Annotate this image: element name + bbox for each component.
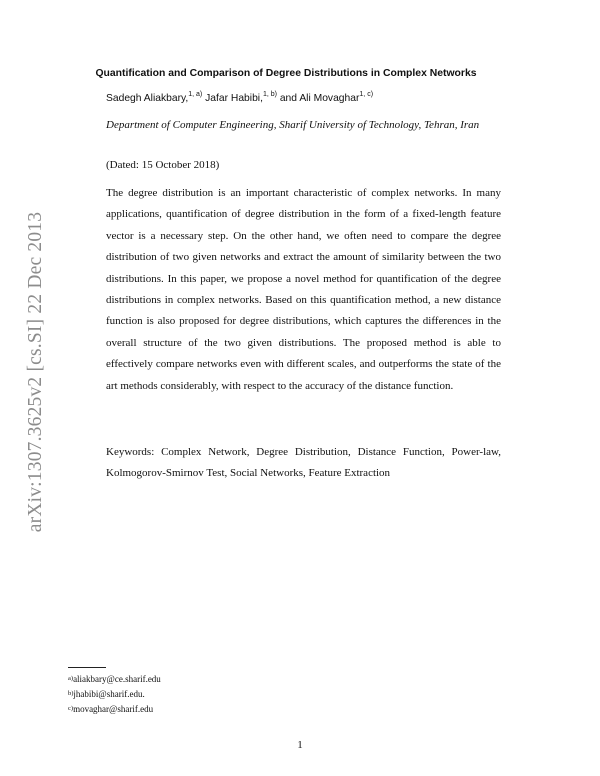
page-number: 1 [297,739,303,751]
footnotes [68,672,161,717]
arxiv-identifier-stamp: arXiv:1307.3625v2 [cs.SI] 22 Dec 2013 [25,211,46,533]
footnote-item [68,702,161,717]
keywords-paragraph: Keywords: Complex Network, Degree Distribution, Distance Function, Power-law, Kolmogorov-Smirnov Test, Social Networks, Feature Extraction [106,446,501,480]
author-name: Ali Movaghar [299,93,360,104]
footnote-email: jhabibi@sharif.edu. [73,689,145,699]
footnote-mark: a) [68,675,74,682]
paper-title: Quantification and Comparison of Degree Distributions in Complex Networks [95,68,477,79]
footnote-divider [68,667,106,668]
abstract-paragraph: The degree distribution is an important characteristic of complex networks. In many applications, quantification of degree distribution in the form of a fixed-length feature vector is a necessary step. On the other hand, we often need to compare the degree distribution of two given networks and extract the amount of similarity between the two distributions. In this paper, we propose a novel method for quantification of the degree distributions in complex networks. Based on this quantification method, a new distance function is also proposed for degree distributions, which captures the differences in the overall structure of the two given distributions. The proposed method is able to effectively compare networks even with different scales, and outperforms the state of the art methods considerably, with respect to the accuracy of the distance function. [106,187,501,392]
footnote-email: aliakbary@ce.sharif.edu [73,674,161,684]
author-separator: and [276,93,300,104]
author-name: Sadegh Aliakbary, [106,93,189,104]
dated-line: (Dated: 15 October 2018) [106,159,220,171]
affiliation: Department of Computer Engineering, Sharif University of Technology, Tehran, Iran [106,119,480,131]
footnote-email: movaghar@sharif.edu [73,704,154,714]
author-affiliation-mark: 1, a) [188,91,203,98]
author-name: Jafar Habibi, [205,93,263,104]
author-list [106,93,373,104]
author-affiliation-mark: 1, c) [359,91,374,98]
footnote-mark: b) [68,690,74,697]
footnote-item [68,672,161,687]
author-affiliation-mark: 1, b) [262,91,277,98]
footnote-item [68,687,161,702]
footnote-mark: c) [68,705,74,712]
